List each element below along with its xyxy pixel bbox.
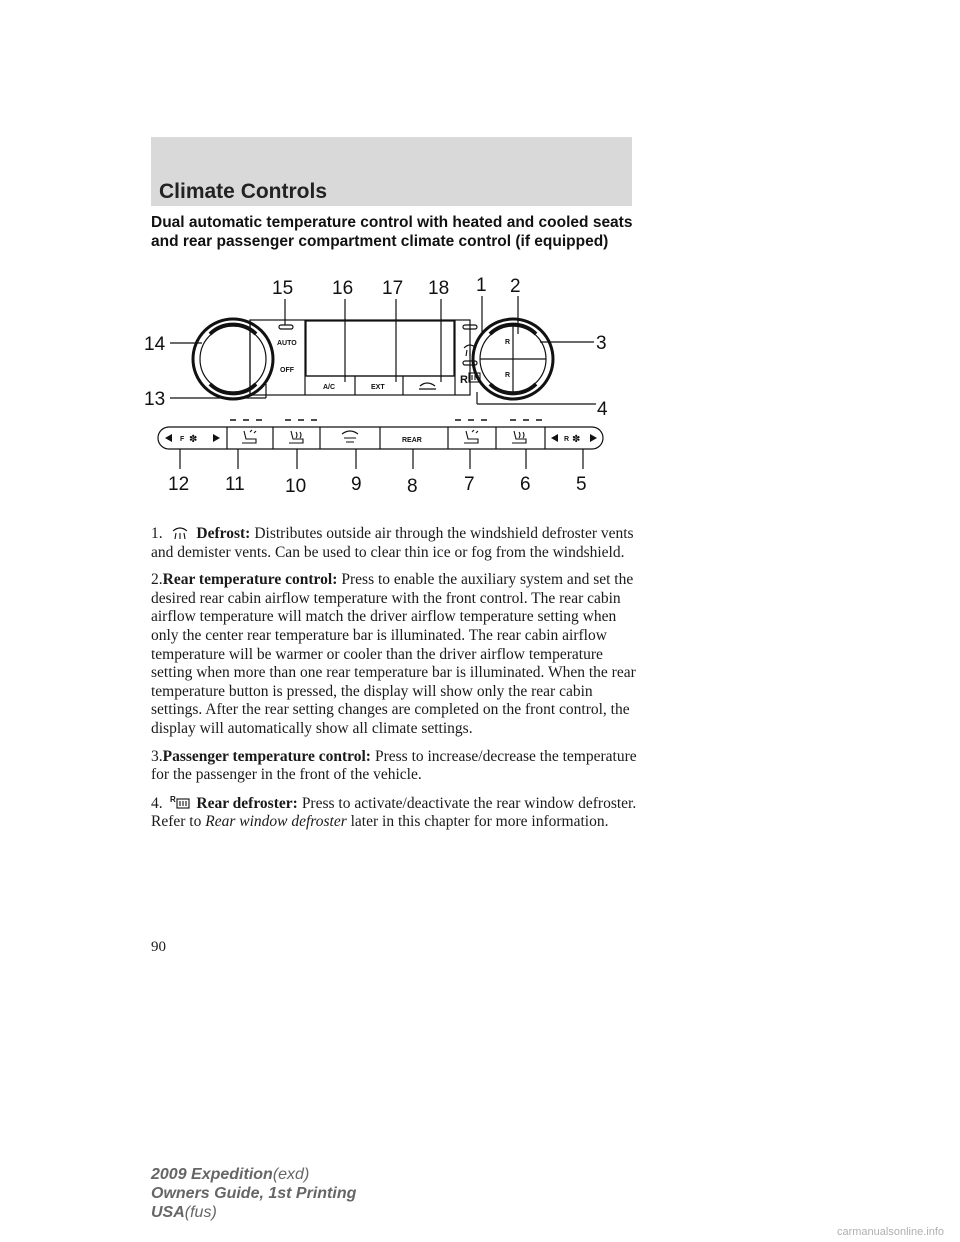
section-title: Climate Controls: [159, 180, 328, 203]
front-fan-letter: F: [180, 436, 185, 443]
callout-3: 3: [596, 333, 607, 354]
footer-line-3: [151, 1203, 356, 1222]
knob-r-top-label: R: [505, 339, 511, 346]
callout-5: 5: [576, 474, 587, 495]
item-descriptions: [151, 524, 641, 841]
off-button-label: OFF: [280, 367, 294, 374]
callout-16: 16: [332, 278, 354, 299]
item-number: 3.: [151, 747, 163, 765]
rear-button-label: REAR: [402, 437, 422, 444]
item-3: [151, 748, 641, 785]
callout-14: 14: [144, 334, 166, 355]
item-text: Press to increase/decrease the temperature for the passenger in the front of the vehicle.: [151, 747, 637, 784]
callout-1: 1: [476, 275, 487, 296]
footer-model: 2009 Expedition: [151, 1166, 273, 1183]
item-text: Distributes outside air through the windshield defroster vents and demister vents. Can be used to clear thin ice or fog from the windshield.: [151, 525, 634, 561]
page-number: 90: [151, 939, 166, 955]
fan-icon: ✽: [189, 434, 198, 445]
rear-defrost-button-letter: R: [460, 374, 468, 386]
subsection-heading-line-2: and rear passenger compartment climate control (if equipped): [151, 233, 609, 250]
item-term: Passenger temperature control:: [162, 747, 371, 765]
recirculation-icon: [419, 383, 436, 389]
item-text: Press to enable the auxiliary system and set the desired rear cabin airflow temperature with the front control. The rear cabin airflow temperature will match the driver airflow temperature setting when only the center rear temperature bar is illuminated. The rear cabin airflow temperature will be warmer or cooler than the driver airflow temperature setting when more than one rear temperature bar is illuminated. When the rear temperature button is pressed, the display will show only the rear cabin settings. After the rear setting changes are completed on the front control, the display will automatically show all climate settings.: [151, 571, 636, 737]
callout-17: 17: [382, 278, 404, 299]
knob-r-bottom-label: R: [505, 372, 511, 379]
heated-seat-icon: [512, 431, 526, 443]
item-number: 4.: [151, 794, 163, 812]
footer-line-2: Owners Guide, 1st Printing: [151, 1185, 357, 1202]
callout-4: 4: [597, 399, 608, 420]
subsection-heading: [151, 213, 641, 251]
callout-9: 9: [351, 474, 362, 495]
heated-seat-icon: [289, 431, 303, 443]
item-2: [151, 571, 641, 738]
callout-11: 11: [225, 474, 245, 495]
ac-button-label: A/C: [323, 384, 336, 391]
fan-icon: ✽: [572, 434, 581, 445]
callout-6: 6: [520, 474, 531, 495]
item-number: 2.: [151, 571, 163, 589]
subsection-heading-line-1: Dual automatic temperature control with heated and cooled seats: [151, 214, 633, 231]
rear-fan-letter: R: [564, 436, 570, 443]
auto-button-label: AUTO: [277, 340, 297, 347]
footer-region-code: (fus): [184, 1204, 217, 1221]
callout-15: 15: [272, 278, 294, 299]
item-1: [151, 524, 641, 562]
callout-12: 12: [168, 474, 190, 495]
item-term: Rear defroster:: [196, 794, 298, 812]
item-text-italic: Rear window defroster: [205, 813, 347, 831]
defrost-icon: [167, 524, 193, 540]
item-text-before: Press to activate/deactivate the rear window defroster. Refer to: [151, 794, 637, 831]
callout-18: 18: [428, 278, 450, 299]
item-term: Defrost:: [196, 525, 251, 542]
item-text-after: later in this chapter for more information.: [346, 813, 609, 831]
section-header: [151, 137, 632, 206]
footer: [151, 1165, 356, 1222]
cooled-seat-icon: [464, 430, 478, 443]
ext-button-label: EXT: [371, 384, 385, 391]
watermark: carmanualsonline.info: [836, 1226, 944, 1238]
item-term: Rear temperature control:: [162, 571, 338, 589]
footer-region: USA: [151, 1204, 185, 1221]
rear-fan-control: [551, 434, 597, 445]
callout-7: 7: [464, 474, 475, 495]
item-4: [151, 794, 641, 832]
rear-defrost-icon: [167, 794, 193, 810]
climate-control-diagram: [130, 262, 630, 507]
cooled-seat-icon: [242, 430, 256, 443]
callout-2: 2: [510, 276, 521, 297]
callout-13: 13: [144, 389, 166, 410]
front-fan-control: [165, 434, 220, 445]
callout-10: 10: [285, 476, 307, 497]
item-number: 1.: [151, 525, 163, 542]
max-defrost-icon: [342, 431, 358, 442]
footer-line-1: [151, 1165, 356, 1184]
callout-8: 8: [407, 476, 418, 497]
footer-model-code: (exd): [272, 1166, 310, 1183]
svg-text:R: R: [169, 794, 176, 804]
